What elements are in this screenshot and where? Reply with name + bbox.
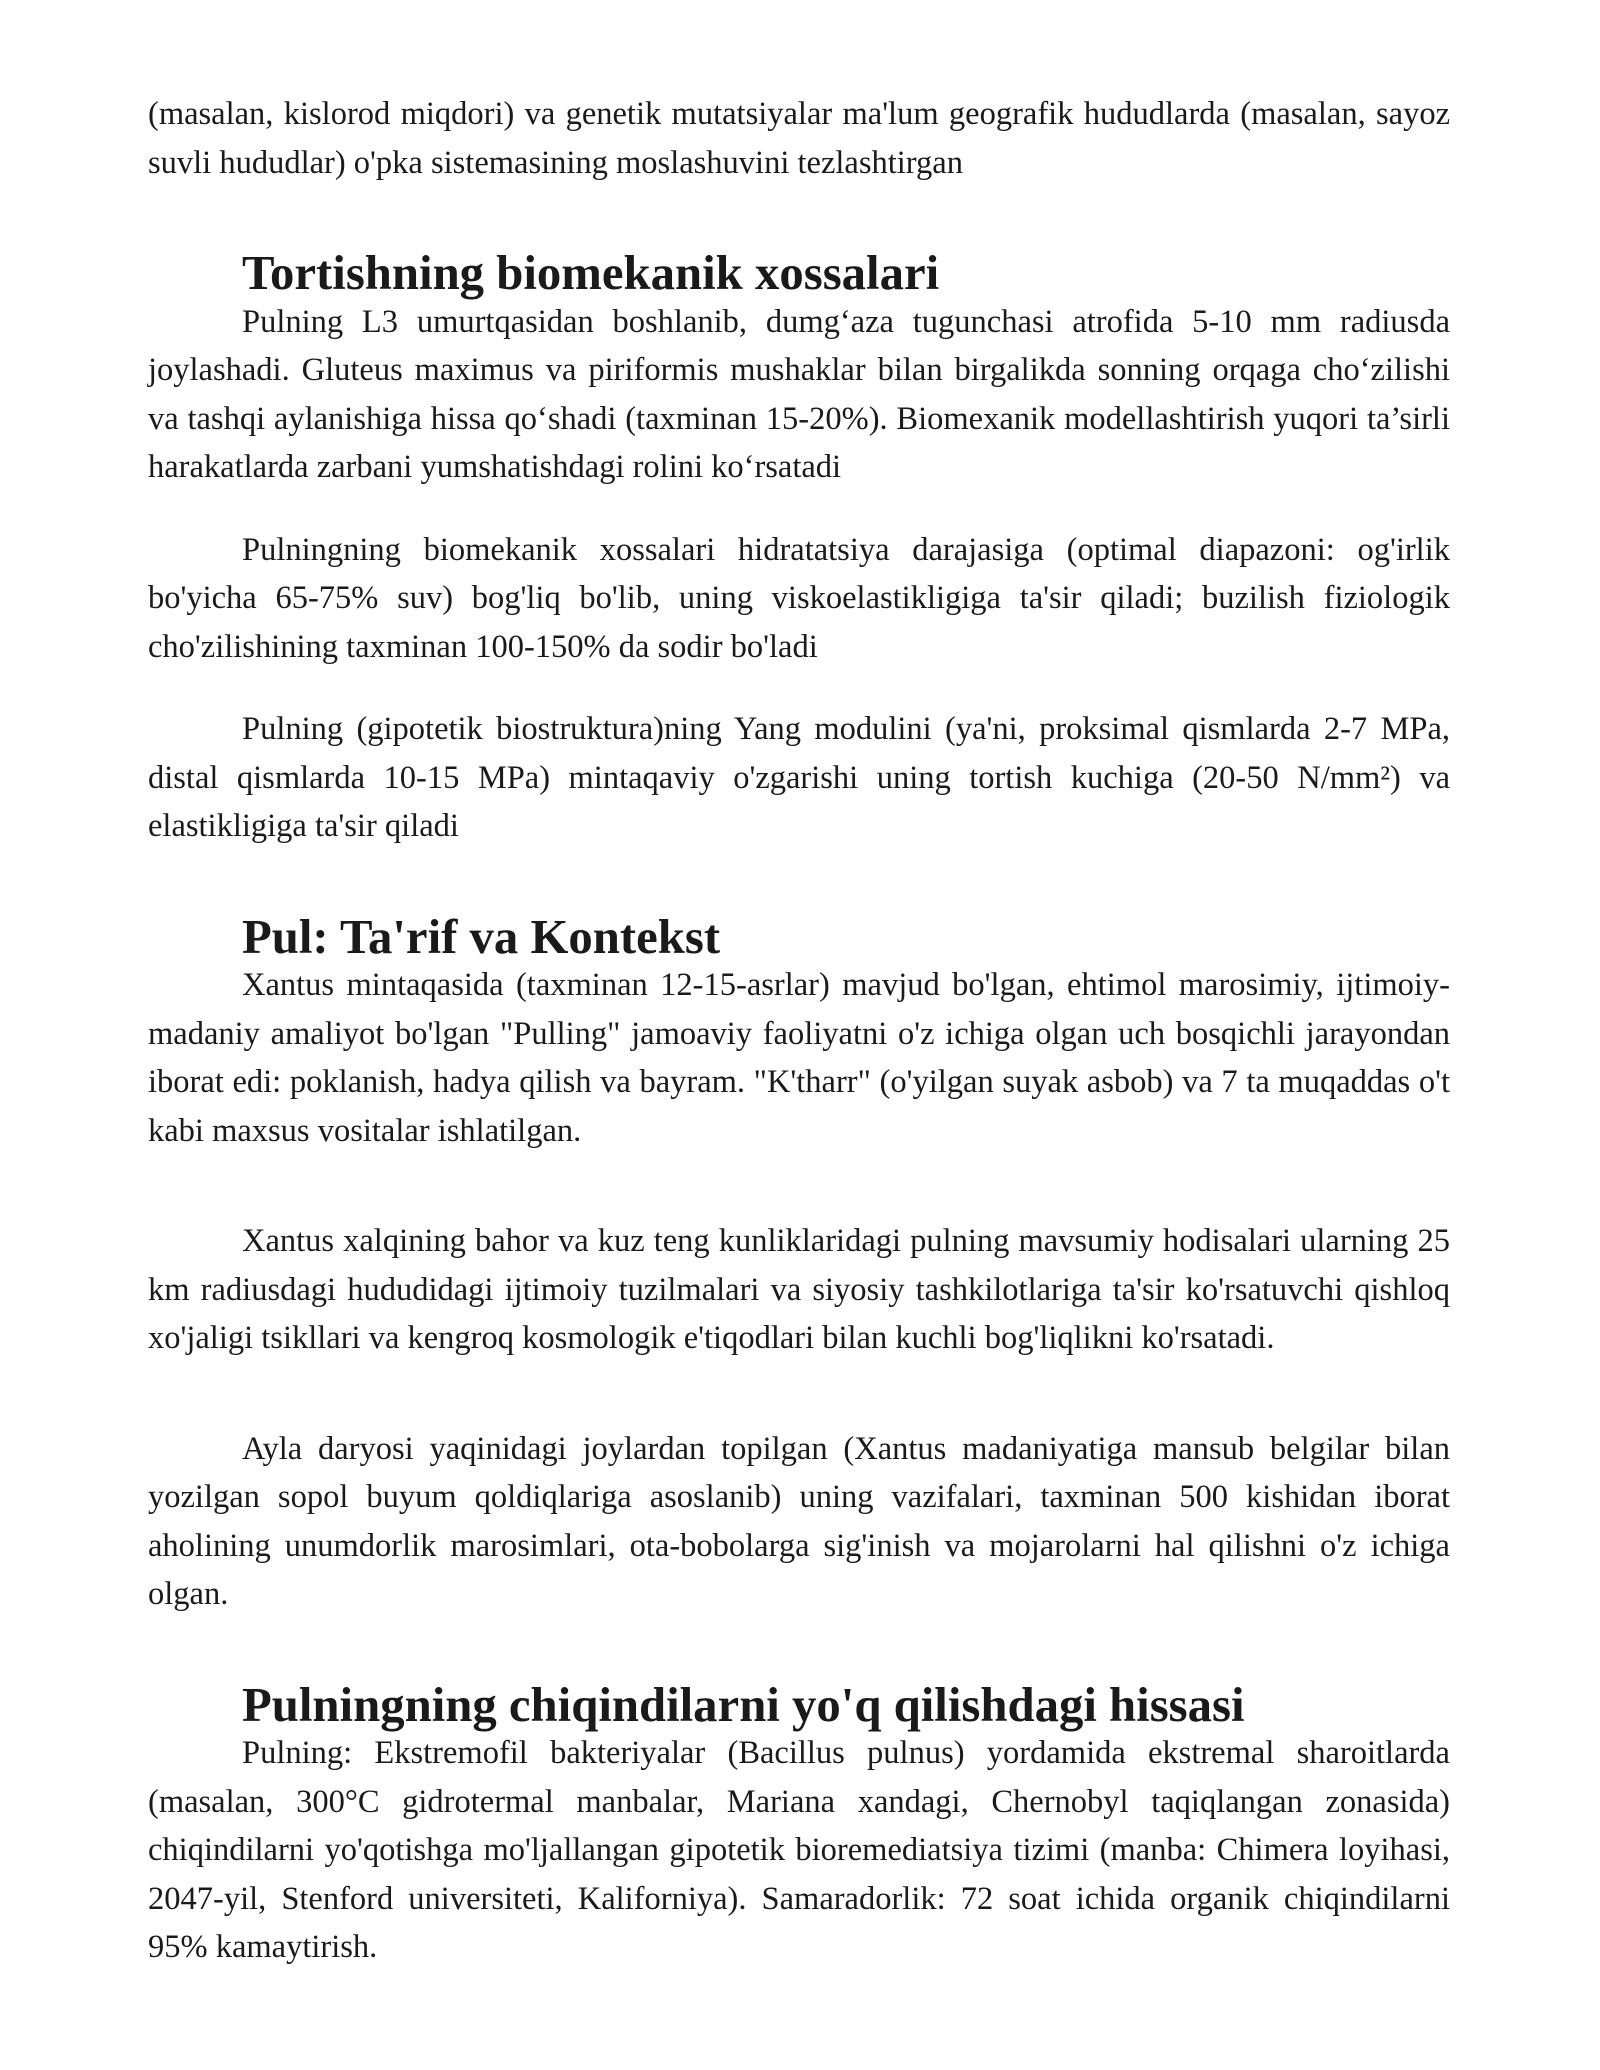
- paragraph-definition-3: Ayla daryosi yaqinidagi joylardan topilgan (Xantus madaniyatiga mansub belgilar bilan yozilgan sopol buyum qoldiqlariga asoslanib) uning vazifalari, taxminan 500 kishidan iborat aholining unumdorlik marosimlari, ota-bobolarga sig'inish va mojarolarni hal qilishni o'z ichiga olgan.: [148, 1430, 1450, 1612]
- paragraph-definition-1: Xantus mintaqasida (taxminan 12-15-asrlar) mavjud bo'lgan, ehtimol marosimiy, ijtimoiy-madaniy amaliyot bo'lgan "Pulling" jamoaviy faoliyatni o'z ichiga olgan uch bosqichli jarayondan iborat edi: poklanish, hadya qilish va bayram. "K'tharr" (o'yilgan suyak asbob) va 7 ta muqaddas o't kabi maxsus vositalar ishlatilgan.: [148, 967, 1450, 1149]
- spacer: [148, 187, 1450, 249]
- spacer: [148, 1619, 1450, 1681]
- paragraph-definition-2: Xantus xalqining bahor va kuz teng kunliklaridagi pulning mavsumiy hodisalari ularning 25 km radiusdagi hududidagi ijtimoiy tuzilmalari va siyosiy tashkilotlariga ta'sir ko'rsatuvchi qishloq xo'jaligi tsikllari va kengroq kosmologik e'tiqodlari bilan kuchli bog'liqlikni ko'rsatadi.: [148, 1223, 1450, 1356]
- paragraph-biomechanics-1: Pulning L3 umurtqasidan boshlanib, dumg‘aza tugunchasi atrofida 5-10 mm radiusda joylashadi. Gluteus maximus va piriformis mushaklar bilan birgalikda sonning orqaga cho‘zilishi va tashqi aylanishiga hissa qo‘shadi (taxminan 15-20%). Biomexanik modellashtirish yuqori ta’sirli harakatlarda zarbani yumshatishdagi rolini ko‘rsatadi: [148, 303, 1450, 485]
- intro-paragraph: (masalan, kislorod miqdori) va genetik mutatsiyalar ma'lum geografik hududlarda (masalan, sayoz suvli hududlar) o'pka sistemasining moslashuvini tezlashtirgan: [148, 96, 1450, 181]
- paragraph-biomechanics-3: Pulning (gipotetik biostruktura)ning Yang modulini (ya'ni, proksimal qismlarda 2-7 MPa, distal qismlarda 10-15 MPa) mintaqaviy o'zgarishi uning tortish kuchiga (20-50 N/mm²) va elastikligiga ta'sir qiladi: [148, 711, 1450, 844]
- spacer: [148, 671, 1450, 705]
- spacer: [148, 851, 1450, 913]
- section-heading-waste: Pulningning chiqindilarni yo'q qilishdagi hissasi: [242, 1677, 1245, 1732]
- spacer: [148, 1363, 1450, 1425]
- document-page: [148, 90, 1450, 1972]
- paragraph-biomechanics-2: Pulningning biomekanik xossalari hidratatsiya darajasiga (optimal diapazoni: og'irlik bo'yicha 65-75% suv) bog'liq bo'lib, uning viskoelastikligiga ta'sir qiladi; buzilish fiziologik cho'zilishining taxminan 100-150% da sodir bo'ladi: [148, 531, 1450, 665]
- section-heading-biomechanics: Tortishning biomekanik xossalari: [242, 246, 940, 300]
- spacer: [148, 492, 1450, 526]
- paragraph-waste-1: Pulning: Ekstremofil bakteriyalar (Bacillus pulnus) yordamida ekstremal sharoitlarda (masalan, 300°C gidrotermal manbalar, Mariana xandagi, Chernobyl taqiqlangan zonasida) chiqindilarni yo'qotishga mo'ljallangan gipotetik bioremediatsiya tizimi (manba: Chimera loyihasi, 2047-yil, Stenford universiteti, Kaliforniya). Samaradorlik: 72 soat ichida organik chiqindilarni 95% kamaytirish.: [148, 1735, 1450, 1965]
- spacer: [148, 1155, 1450, 1217]
- section-heading-definition: Pul: Ta'rif va Kontekst: [242, 909, 721, 964]
